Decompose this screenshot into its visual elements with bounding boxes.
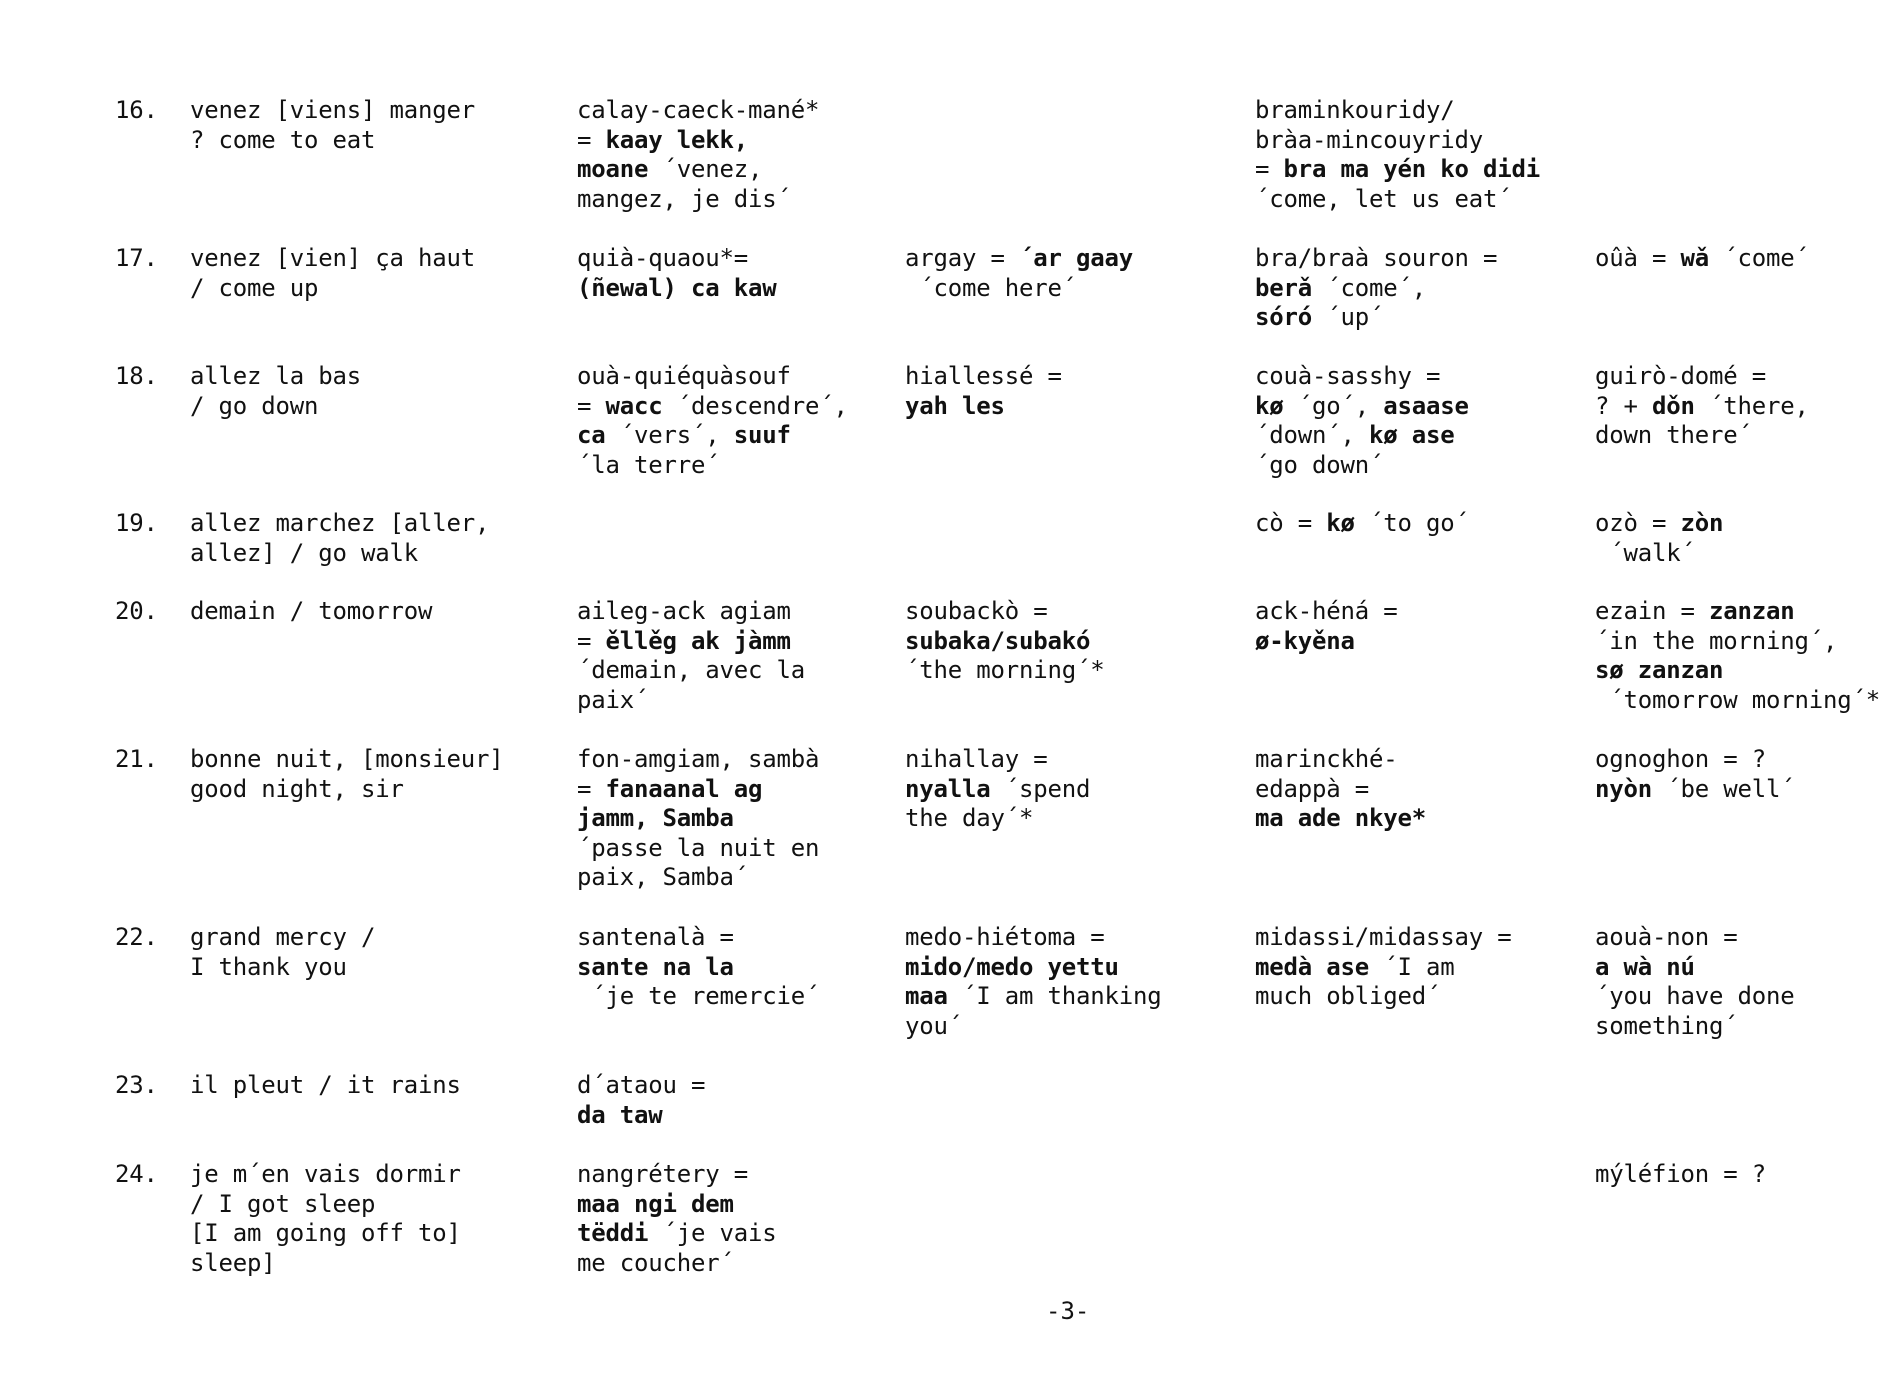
cell-line — [1595, 421, 1809, 451]
cell-line — [1255, 597, 1398, 627]
text-segment: down there´ — [1595, 421, 1752, 449]
cell-line — [577, 451, 848, 481]
cell-line — [905, 362, 1062, 392]
bold-form: a wà nú — [1595, 952, 1695, 981]
cell-line — [905, 244, 1133, 274]
text-segment: ´venez, — [648, 155, 763, 183]
bold-form: nyalla — [905, 774, 991, 803]
entry-number: 17. — [115, 244, 158, 272]
bold-form: kø — [1255, 391, 1284, 420]
cell-line — [905, 923, 1162, 953]
text-segment: ´vers´, — [605, 421, 734, 449]
text-segment: ´je te remercie´ — [577, 982, 820, 1010]
text-segment: quià-quaou*= — [577, 244, 748, 272]
text-segment: d´ataou = — [577, 1071, 706, 1099]
cell-line — [577, 185, 819, 215]
entry-number: 24. — [115, 1160, 158, 1188]
cell-line — [1255, 451, 1469, 481]
bold-form: dǒn — [1652, 391, 1695, 420]
cell-line — [577, 627, 805, 657]
cell-line — [1595, 982, 1795, 1012]
text-segment: nangrétery = — [577, 1160, 748, 1188]
column-2 — [905, 244, 1133, 303]
bold-form: sante na la — [577, 952, 734, 981]
text-segment: = — [577, 125, 606, 154]
column-4 — [1595, 362, 1809, 451]
text-segment: ´demain, avec la — [577, 656, 805, 684]
text-segment: ´descendre´, — [662, 391, 848, 420]
text-segment: ozò = — [1595, 509, 1681, 537]
cell-line — [1595, 775, 1795, 805]
cell-line: allez la bas — [190, 362, 361, 390]
cell-line — [1255, 155, 1540, 185]
bold-form: wǎ — [1680, 244, 1709, 272]
gloss-french-english — [190, 362, 361, 421]
wolof-column — [577, 597, 805, 715]
entry-number: 21. — [115, 745, 158, 773]
text-segment: ´you have done — [1595, 982, 1795, 1010]
cell-line — [577, 392, 848, 422]
cell-line — [1255, 982, 1512, 1012]
cell-line — [905, 274, 1133, 304]
bold-form: zanzan — [1709, 597, 1795, 625]
text-segment: ´up´ — [1312, 303, 1384, 331]
bold-form: ěllěg ak jàmm — [605, 626, 791, 655]
text-segment: ezain = — [1595, 597, 1709, 625]
text-segment: aouà-non = — [1595, 923, 1738, 951]
text-segment: hiallessé = — [905, 362, 1062, 390]
text-segment: ´be well´ — [1652, 774, 1795, 803]
wolof-column — [577, 923, 819, 1012]
bold-form: wacc — [605, 391, 663, 420]
text-segment: oûà = — [1595, 244, 1681, 272]
text-segment: ´come here´ — [905, 273, 1076, 302]
bold-form: maa — [905, 982, 948, 1010]
wolof-column — [577, 362, 848, 480]
cell-line — [1255, 185, 1540, 215]
column-2 — [905, 745, 1090, 834]
column-2 — [905, 923, 1162, 1041]
text-segment: ´to go´ — [1354, 509, 1469, 537]
cell-line — [577, 656, 805, 686]
cell-line — [905, 597, 1105, 627]
gloss-french-english — [190, 1071, 461, 1101]
cell-line — [905, 775, 1090, 805]
cell-line — [577, 274, 777, 304]
cell-line: / come up — [190, 273, 319, 302]
cell-line: je m´en vais dormir — [190, 1160, 461, 1188]
cell-line — [1255, 362, 1469, 392]
text-segment: ´down´, — [1255, 421, 1369, 449]
text-segment: ´I am — [1369, 952, 1455, 981]
cell-line — [1255, 126, 1540, 156]
cell-line — [577, 834, 819, 864]
cell-line: il pleut / it rains — [190, 1071, 461, 1099]
column-4 — [1595, 597, 1880, 715]
text-segment: santenalà = — [577, 923, 734, 951]
cell-line — [905, 392, 1062, 422]
wolof-column — [577, 1071, 705, 1130]
text-segment: ´come´ — [1709, 244, 1809, 272]
bold-form: ´ar gaay — [1019, 244, 1133, 272]
text-segment: aileg-ack agiam — [577, 597, 791, 625]
text-segment: ´je vais — [648, 1219, 777, 1247]
cell-line — [577, 982, 819, 1012]
cell-line — [1595, 1012, 1795, 1042]
cell-line — [577, 1071, 705, 1101]
cell-line — [577, 953, 819, 983]
cell-line — [1595, 362, 1809, 392]
cell-line — [577, 923, 819, 953]
bold-form: asaase — [1383, 391, 1469, 420]
column-4 — [1595, 509, 1723, 568]
text-segment: paix´ — [577, 685, 649, 714]
cell-line: bonne nuit, [monsieur] — [190, 745, 504, 773]
cell-line — [905, 627, 1105, 657]
text-segment: me coucher´ — [577, 1248, 734, 1277]
cell-line: sleep] — [190, 1248, 276, 1277]
bold-form: kø — [1326, 509, 1355, 537]
wolof-column — [577, 745, 819, 893]
akan-column — [1255, 362, 1469, 480]
cell-line — [577, 686, 805, 716]
cell-line — [1595, 597, 1880, 627]
text-segment: marinckhé- — [1255, 745, 1398, 773]
entry-number: 22. — [115, 923, 158, 951]
cell-line — [1255, 509, 1469, 539]
cell-line — [1595, 953, 1795, 983]
cell-line: demain / tomorrow — [190, 597, 433, 625]
entry-number: 18. — [115, 362, 158, 390]
text-segment: = — [577, 391, 606, 420]
cell-line — [577, 745, 819, 775]
text-segment: the day´* — [905, 804, 1034, 832]
cell-line: I thank you — [190, 952, 347, 981]
text-segment: ´I am thanking — [947, 982, 1162, 1010]
column-2 — [905, 362, 1062, 421]
gloss-french-english — [190, 96, 475, 155]
akan-column — [1255, 745, 1426, 834]
text-segment: braminkouridy/ — [1255, 96, 1455, 124]
cell-line — [577, 126, 819, 156]
cell-line — [905, 1012, 1162, 1042]
cell-line — [1595, 1160, 1766, 1190]
bold-form: ma ade nkye* — [1255, 804, 1426, 832]
text-segment: you´ — [905, 1011, 962, 1040]
text-segment: ´passe la nuit en — [577, 833, 820, 862]
text-segment: guirò-domé = — [1595, 362, 1766, 390]
text-segment: ognoghon = ? — [1595, 745, 1766, 773]
bold-form: da taw — [577, 1100, 663, 1129]
cell-line — [1255, 804, 1426, 834]
text-segment: = — [577, 626, 606, 655]
text-segment: = — [1255, 155, 1284, 183]
text-segment: ´come´, — [1312, 273, 1426, 302]
gloss-french-english — [190, 244, 475, 303]
akan-column — [1255, 244, 1497, 333]
akan-column — [1255, 96, 1540, 214]
text-segment: ´come, let us eat´ — [1255, 184, 1512, 213]
column-2 — [905, 597, 1105, 686]
bold-form: maa ngi dem — [577, 1189, 734, 1218]
text-segment: couà-sasshy = — [1255, 362, 1441, 390]
text-segment: ´tomorrow morning´* — [1595, 685, 1880, 714]
text-segment: ´walk´ — [1595, 538, 1695, 567]
text-segment: ´spend — [990, 774, 1091, 803]
cell-line — [905, 804, 1090, 834]
bold-form: kaay lekk, — [605, 125, 748, 154]
text-segment: calay-caeck-mané* — [577, 96, 820, 124]
gloss-french-english — [190, 745, 503, 804]
column-4 — [1595, 1160, 1766, 1190]
bold-form: mido/medo yettu — [905, 952, 1119, 981]
cell-line — [1255, 775, 1426, 805]
bold-form: moane — [577, 155, 649, 183]
gloss-french-english — [190, 597, 432, 627]
cell-line — [1595, 539, 1723, 569]
wolof-column — [577, 96, 819, 214]
text-segment: bra/braà souron = — [1255, 244, 1498, 272]
text-segment: ack-héná = — [1255, 597, 1398, 625]
bold-form: suuf — [733, 421, 791, 449]
bold-form: zòn — [1680, 509, 1724, 537]
akan-column — [1255, 509, 1469, 539]
text-segment: something´ — [1595, 1011, 1738, 1040]
cell-line — [577, 1190, 777, 1220]
text-segment: much obliged´ — [1255, 982, 1441, 1010]
bold-form: subaka/subakó — [905, 626, 1091, 655]
cell-line — [1255, 96, 1540, 126]
text-segment: fon-amgiam, sambà — [577, 745, 820, 773]
entry-number: 20. — [115, 597, 158, 625]
cell-line: grand mercy / — [190, 923, 376, 951]
cell-line — [577, 863, 819, 893]
cell-line — [577, 1219, 777, 1249]
column-4 — [1595, 923, 1795, 1041]
text-segment: mangez, je dis´ — [577, 184, 791, 213]
gloss-french-english — [190, 1160, 461, 1278]
wolof-column — [577, 1160, 777, 1278]
wolof-column — [577, 244, 777, 303]
cell-line — [1255, 303, 1497, 333]
text-segment: ´go´, — [1283, 391, 1384, 420]
bold-form: fanaanal ag — [605, 774, 763, 803]
bold-form: berǎ — [1255, 273, 1312, 302]
bold-form: (ñewal) ca kaw — [577, 273, 777, 302]
text-segment: mýléfion = ? — [1595, 1160, 1766, 1188]
column-4 — [1595, 745, 1795, 804]
bold-form: ø-kyěna — [1255, 626, 1355, 655]
entry-number: 19. — [115, 509, 158, 537]
cell-line — [1255, 421, 1469, 451]
cell-line — [1595, 745, 1795, 775]
cell-line — [1595, 656, 1880, 686]
cell-line — [1595, 686, 1880, 716]
cell-line — [1255, 392, 1469, 422]
gloss-french-english — [190, 509, 489, 568]
cell-line — [1595, 923, 1795, 953]
cell-line: good night, sir — [190, 774, 404, 803]
text-segment: soubackò = — [905, 597, 1048, 625]
cell-line — [1255, 274, 1497, 304]
cell-line — [1595, 244, 1809, 274]
cell-line — [577, 155, 819, 185]
cell-line — [1255, 627, 1398, 657]
cell-line — [905, 656, 1105, 686]
entry-number: 16. — [115, 96, 158, 124]
bold-form: medà ase — [1255, 952, 1369, 981]
text-segment: midassi/midassay = — [1255, 923, 1512, 951]
text-segment: edappà = — [1255, 774, 1369, 803]
text-segment: paix, Samba´ — [577, 863, 748, 891]
cell-line — [1595, 627, 1880, 657]
text-segment: ´in the morning´, — [1595, 626, 1838, 655]
bold-form: sóró — [1255, 303, 1312, 331]
cell-line — [905, 953, 1162, 983]
bold-form: bra ma yén ko didi — [1283, 155, 1540, 183]
column-4 — [1595, 244, 1809, 274]
cell-line — [1255, 923, 1512, 953]
text-segment: cò = — [1255, 509, 1327, 537]
entry-number: 23. — [115, 1071, 158, 1099]
text-segment: ´the morning´* — [905, 656, 1105, 684]
bold-form: tëddi — [577, 1219, 649, 1247]
akan-column — [1255, 923, 1512, 1012]
cell-line — [577, 1101, 705, 1131]
bold-form: ca — [577, 421, 606, 449]
text-segment: medo-hiétoma = — [905, 923, 1105, 951]
cell-line — [1595, 392, 1809, 422]
bold-form: sø zanzan — [1595, 656, 1724, 684]
akan-column — [1255, 597, 1398, 656]
text-segment: ? + — [1595, 391, 1652, 420]
cell-line — [577, 804, 819, 834]
cell-line: allez marchez [aller, — [190, 509, 490, 537]
cell-line — [577, 421, 848, 451]
cell-line: / go down — [190, 391, 319, 420]
cell-line — [1255, 244, 1497, 274]
cell-line: venez [vien] ça haut — [190, 244, 475, 272]
cell-line — [1255, 953, 1512, 983]
text-segment: ´there, — [1694, 391, 1809, 420]
cell-line — [577, 244, 777, 274]
cell-line — [577, 597, 805, 627]
bold-form: jamm, Samba — [577, 804, 734, 832]
text-segment: ´la terre´ — [577, 450, 720, 479]
text-segment: argay = — [905, 244, 1019, 272]
bold-form: nyòn — [1595, 774, 1652, 803]
cell-line: allez] / go walk — [190, 538, 418, 567]
text-segment: ´go down´ — [1255, 450, 1384, 479]
text-segment: nihallay = — [905, 745, 1048, 773]
text-segment: bràa-mincouyridy — [1255, 125, 1483, 154]
page-number: -3- — [1046, 1297, 1090, 1325]
cell-line — [1255, 745, 1426, 775]
cell-line — [905, 982, 1162, 1012]
bold-form: yah les — [905, 391, 1005, 420]
cell-line: ? come to eat — [190, 125, 376, 154]
text-segment: ouà-quiéquàsouf — [577, 362, 791, 390]
gloss-french-english — [190, 923, 375, 982]
cell-line: venez [viens] manger — [190, 96, 475, 124]
cell-line: / I got sleep — [190, 1189, 376, 1218]
cell-line — [577, 1249, 777, 1279]
text-segment: = — [577, 774, 606, 803]
cell-line — [577, 1160, 777, 1190]
cell-line — [577, 775, 819, 805]
cell-line — [1595, 509, 1723, 539]
cell-line — [577, 362, 848, 392]
bold-form: kø ase — [1369, 421, 1455, 449]
cell-line — [905, 745, 1090, 775]
cell-line: [I am going off to] — [190, 1219, 461, 1247]
cell-line — [577, 96, 819, 126]
